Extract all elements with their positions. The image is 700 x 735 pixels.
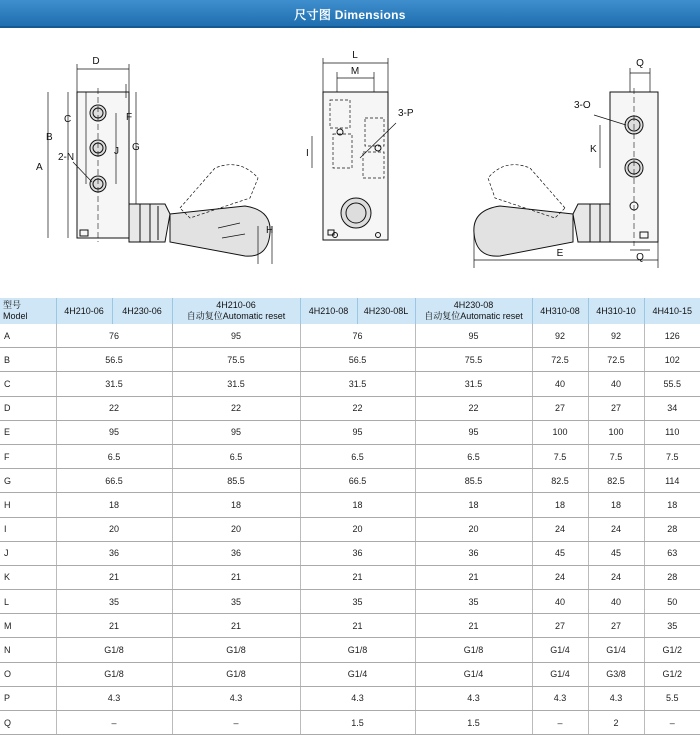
table-cell: 31.5 <box>300 372 415 396</box>
table-cell: 66.5 <box>300 469 415 493</box>
table-cell: 20 <box>415 517 532 541</box>
label-m: M <box>350 66 360 77</box>
table-cell: G1/4 <box>588 638 644 662</box>
dimension-drawings <box>0 28 700 296</box>
table-cell: 95 <box>415 324 532 348</box>
table-cell: 66.5 <box>56 469 172 493</box>
table-cell: 6.5 <box>56 444 172 468</box>
table-row <box>0 638 700 662</box>
row-label: P <box>0 686 56 710</box>
table-cell: G1/8 <box>172 662 300 686</box>
row-label: M <box>0 614 56 638</box>
table-cell: 92 <box>532 324 588 348</box>
table-cell: 35 <box>172 590 300 614</box>
table-cell: 100 <box>532 420 588 444</box>
col-header: 4H210-08 <box>300 298 357 324</box>
table-cell: 21 <box>56 565 172 589</box>
row-label: L <box>0 590 56 614</box>
table-cell: 6.5 <box>300 444 415 468</box>
table-cell: 95 <box>300 420 415 444</box>
table-row <box>0 324 700 348</box>
table-cell: 75.5 <box>172 348 300 372</box>
row-label: H <box>0 493 56 517</box>
table-cell: 31.5 <box>56 372 172 396</box>
table-cell: 20 <box>172 517 300 541</box>
table-cell: 72.5 <box>532 348 588 372</box>
table-cell: 1.5 <box>415 711 532 735</box>
table-cell: 28 <box>644 517 700 541</box>
table-row <box>0 420 700 444</box>
table-cell: 1.5 <box>300 711 415 735</box>
table-cell: G3/8 <box>588 662 644 686</box>
table-cell: 5.5 <box>644 686 700 710</box>
table-cell: 21 <box>415 614 532 638</box>
table-cell: 31.5 <box>415 372 532 396</box>
table-cell: 31.5 <box>172 372 300 396</box>
middle-view-drawing <box>312 58 396 240</box>
table-cell: 35 <box>300 590 415 614</box>
table-cell: 21 <box>172 565 300 589</box>
table-cell: – <box>172 711 300 735</box>
table-cell: G1/8 <box>172 638 300 662</box>
table-cell: 21 <box>415 565 532 589</box>
table-cell: 63 <box>644 541 700 565</box>
table-cell: G1/4 <box>300 662 415 686</box>
table-cell: 18 <box>532 493 588 517</box>
table-cell: G1/8 <box>415 638 532 662</box>
table-cell: 72.5 <box>588 348 644 372</box>
table-cell: – <box>56 711 172 735</box>
table-cell: 24 <box>532 565 588 589</box>
table-cell: 27 <box>588 614 644 638</box>
table-cell: G1/4 <box>532 638 588 662</box>
table-cell: 110 <box>644 420 700 444</box>
row-label: K <box>0 565 56 589</box>
table-cell: 7.5 <box>588 444 644 468</box>
table-cell: 21 <box>300 614 415 638</box>
row-label: G <box>0 469 56 493</box>
col-header: 4H230-08 自动复位Automatic reset <box>415 298 532 324</box>
table-cell: 76 <box>56 324 172 348</box>
label-g: G <box>132 142 140 153</box>
label-l: L <box>352 50 358 61</box>
table-cell: 4.3 <box>56 686 172 710</box>
row-label: E <box>0 420 56 444</box>
table-cell: 35 <box>56 590 172 614</box>
table-cell: 18 <box>172 493 300 517</box>
table-row <box>0 493 700 517</box>
table-cell: 22 <box>172 396 300 420</box>
row-label: Q <box>0 711 56 735</box>
label-f: F <box>126 112 133 123</box>
table-cell: 4.3 <box>588 686 644 710</box>
table-cell: 21 <box>56 614 172 638</box>
table-cell: 50 <box>644 590 700 614</box>
table-cell: 18 <box>588 493 644 517</box>
model-header: 型号 Model <box>0 298 56 324</box>
table-cell: 75.5 <box>415 348 532 372</box>
table-header-row <box>0 298 700 324</box>
table-cell: 82.5 <box>588 469 644 493</box>
label-e: E <box>556 248 564 259</box>
table-cell: 27 <box>532 614 588 638</box>
table-cell: 95 <box>172 420 300 444</box>
table-cell: 28 <box>644 565 700 589</box>
label-a: A <box>36 162 43 173</box>
table-cell: 4.3 <box>532 686 588 710</box>
table-cell: 45 <box>532 541 588 565</box>
table-cell: 82.5 <box>532 469 588 493</box>
table-cell: 95 <box>56 420 172 444</box>
table-cell: 102 <box>644 348 700 372</box>
table-cell: 24 <box>532 517 588 541</box>
label-d: D <box>92 56 100 67</box>
table-cell: 100 <box>588 420 644 444</box>
col-header: 4H210-06 <box>56 298 112 324</box>
table-cell: 18 <box>415 493 532 517</box>
table-cell: 35 <box>644 614 700 638</box>
table-cell: 40 <box>588 372 644 396</box>
table-cell: 40 <box>532 590 588 614</box>
table-row <box>0 541 700 565</box>
table-cell: 4.3 <box>172 686 300 710</box>
table-cell: 24 <box>588 517 644 541</box>
table-cell: G1/8 <box>56 662 172 686</box>
table-cell: 95 <box>172 324 300 348</box>
table-cell: 56.5 <box>300 348 415 372</box>
table-cell: 22 <box>56 396 172 420</box>
table-cell: 27 <box>588 396 644 420</box>
table-row <box>0 565 700 589</box>
table-cell: 24 <box>588 565 644 589</box>
table-cell: – <box>532 711 588 735</box>
label-j: J <box>114 146 119 157</box>
table-row <box>0 662 700 686</box>
col-header: 4H210-06 自动复位Automatic reset <box>172 298 300 324</box>
table-cell: 36 <box>415 541 532 565</box>
label-i: I <box>306 148 309 159</box>
table-cell: 85.5 <box>172 469 300 493</box>
row-label: I <box>0 517 56 541</box>
table-cell: 92 <box>588 324 644 348</box>
table-cell: 85.5 <box>415 469 532 493</box>
table-row <box>0 372 700 396</box>
label-b: B <box>46 132 53 143</box>
table-row <box>0 614 700 638</box>
col-header: 4H410-15 <box>644 298 700 324</box>
table-cell: 45 <box>588 541 644 565</box>
table-cell: G1/8 <box>56 638 172 662</box>
table-cell: 22 <box>415 396 532 420</box>
table-cell: 7.5 <box>644 444 700 468</box>
label-2n: 2-N <box>58 152 75 163</box>
label-q-top: Q <box>636 58 644 69</box>
table-body <box>0 324 700 735</box>
table-row <box>0 469 700 493</box>
table-row <box>0 711 700 735</box>
table-cell: 18 <box>644 493 700 517</box>
table-cell: 36 <box>172 541 300 565</box>
header-bar <box>0 0 700 28</box>
table-cell: 21 <box>300 565 415 589</box>
table-cell: 22 <box>300 396 415 420</box>
table-cell: G1/2 <box>644 662 700 686</box>
table-cell: 7.5 <box>532 444 588 468</box>
table-cell: 6.5 <box>415 444 532 468</box>
row-label: J <box>0 541 56 565</box>
page-title: 尺寸图 Dimensions <box>294 8 406 22</box>
table-cell: 18 <box>56 493 172 517</box>
label-3o: 3-O <box>574 100 591 111</box>
table-cell: G1/2 <box>644 638 700 662</box>
table-cell: 20 <box>300 517 415 541</box>
table-cell: 56.5 <box>56 348 172 372</box>
col-header: 4H310-08 <box>532 298 588 324</box>
table-cell: G1/4 <box>532 662 588 686</box>
label-3p: 3-P <box>398 108 414 119</box>
dimensions-table <box>0 298 700 735</box>
col-header: 4H230-06 <box>112 298 172 324</box>
table-cell: 4.3 <box>415 686 532 710</box>
left-view-drawing <box>48 64 272 264</box>
table-cell: 4.3 <box>300 686 415 710</box>
col-header: 4H310-10 <box>588 298 644 324</box>
row-label: B <box>0 348 56 372</box>
table-cell: 55.5 <box>644 372 700 396</box>
table-cell: 2 <box>588 711 644 735</box>
row-label: F <box>0 444 56 468</box>
table-cell: 114 <box>644 469 700 493</box>
table-row <box>0 348 700 372</box>
row-label: A <box>0 324 56 348</box>
table-cell: 40 <box>588 590 644 614</box>
table-cell: G1/4 <box>415 662 532 686</box>
table-cell: 34 <box>644 396 700 420</box>
table-row <box>0 517 700 541</box>
label-q-bottom: Q <box>636 252 644 263</box>
table-cell: 126 <box>644 324 700 348</box>
label-h: H <box>266 225 274 236</box>
row-label: D <box>0 396 56 420</box>
table-cell: – <box>644 711 700 735</box>
table-row <box>0 396 700 420</box>
table-cell: 36 <box>56 541 172 565</box>
table-cell: 76 <box>300 324 415 348</box>
table-cell: 27 <box>532 396 588 420</box>
label-k: K <box>590 144 597 155</box>
table-row <box>0 444 700 468</box>
table-row <box>0 686 700 710</box>
row-label: N <box>0 638 56 662</box>
table-cell: 36 <box>300 541 415 565</box>
right-view-drawing <box>474 68 658 268</box>
col-header: 4H230-08L <box>357 298 415 324</box>
table-cell: 95 <box>415 420 532 444</box>
table-cell: 21 <box>172 614 300 638</box>
table-row <box>0 590 700 614</box>
table-cell: 35 <box>415 590 532 614</box>
table-cell: 18 <box>300 493 415 517</box>
table-cell: G1/8 <box>300 638 415 662</box>
label-c: C <box>64 114 72 125</box>
row-label: O <box>0 662 56 686</box>
table-cell: 6.5 <box>172 444 300 468</box>
row-label: C <box>0 372 56 396</box>
table-cell: 20 <box>56 517 172 541</box>
table-cell: 40 <box>532 372 588 396</box>
